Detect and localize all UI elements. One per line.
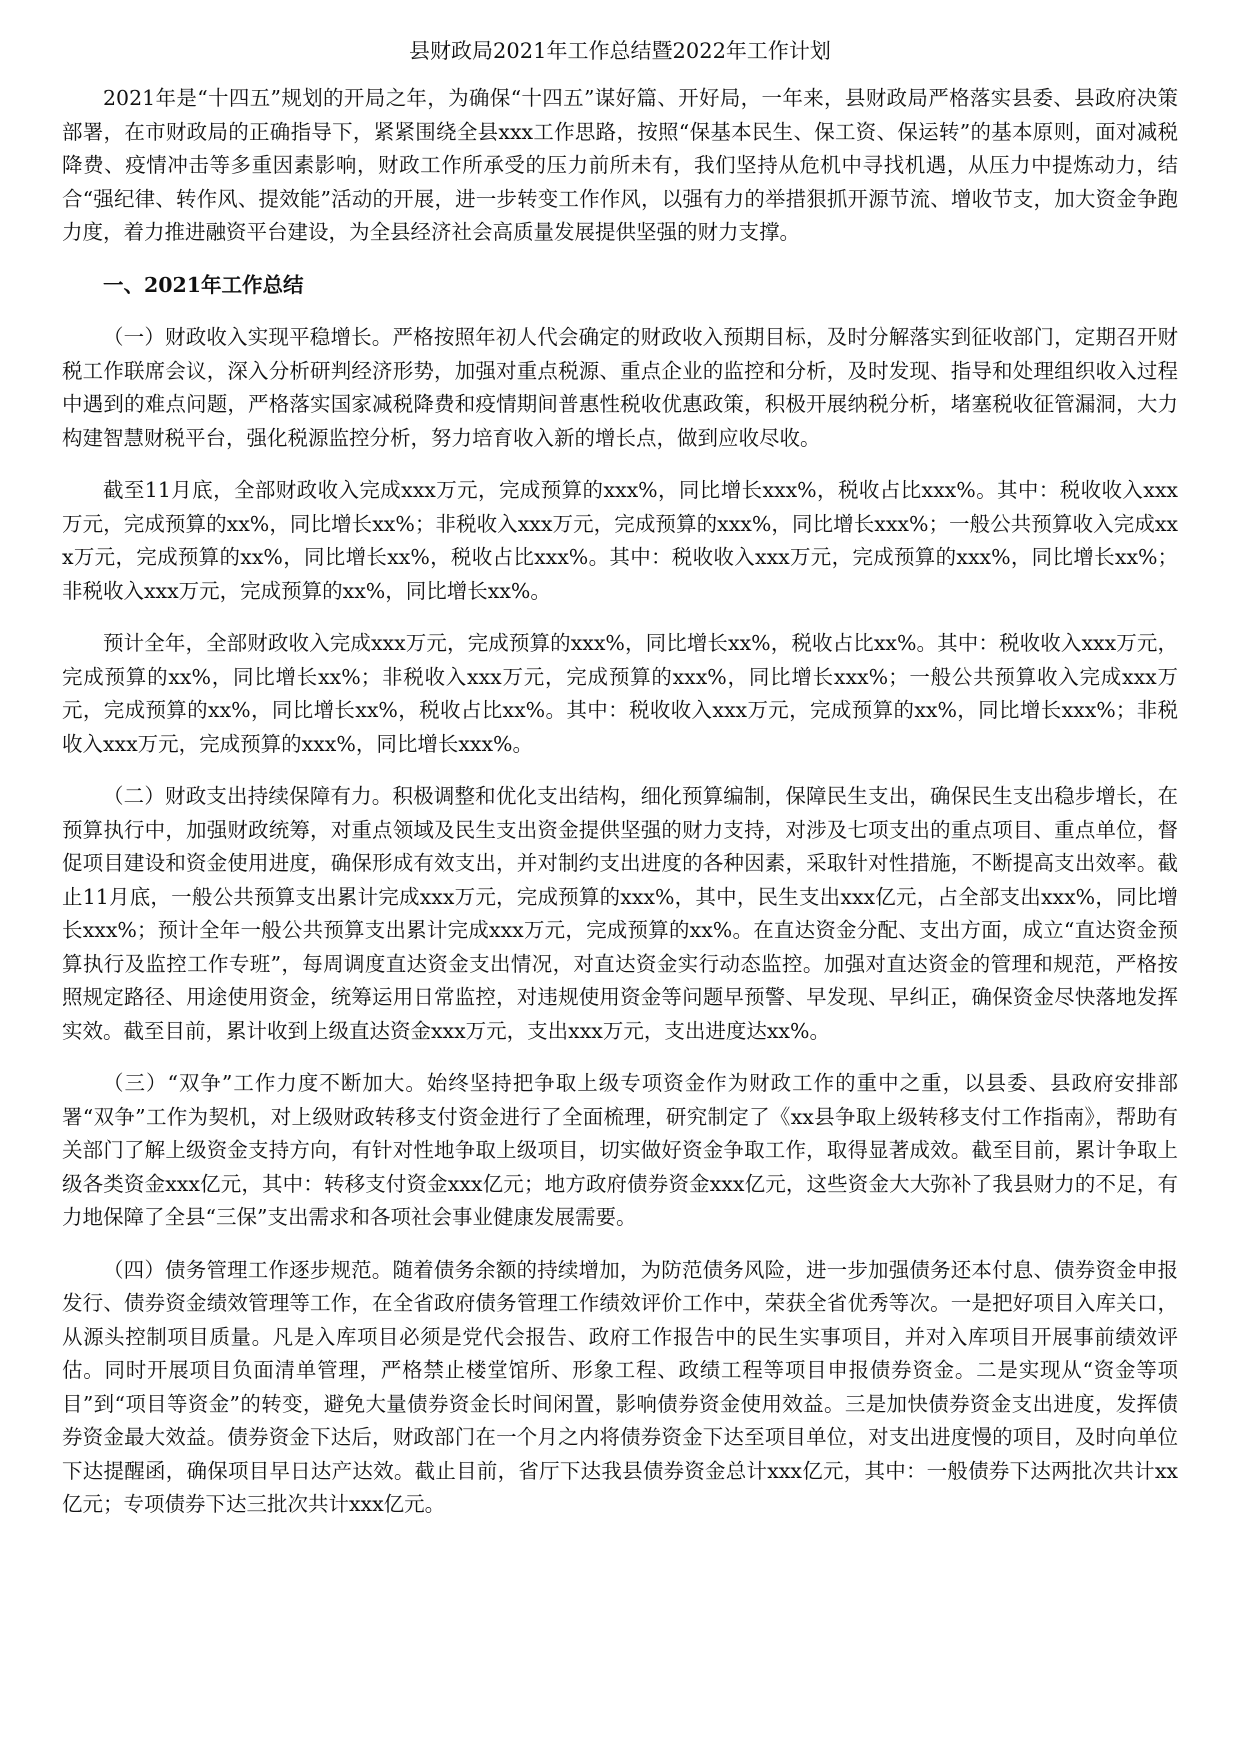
paragraph-expenditure: （二）财政支出持续保障有力。积极调整和优化支出结构，细化预算编制，保障民生支出，确保民生支出稳步增长，在预算执行中，加强财政统筹，对重点领域及民生支出资金提供坚强的财力支持，对涉及七项支出的重点项目、重点单位，督促项目建设和资金使用进度，确保形成有效支出，并对制约支出进度的各种因素，采取针对性措施，不断提高支出效率。截止11月底，一般公共预算支出累计完成xxx万元，完成预算的xxx%，其中，民生支出xxx亿元，占全部支出xxx%，同比增长xxx%；预计全年一般公共预算支出累计完成xxx万元，完成预算的xx%。在直达资金分配、支出方面，成立“直达资金预算执行及监控工作专班”，每周调度直达资金支出情况，对直达资金实行动态监控。加强对直达资金的管理和规范，严格按照规定路径、用途使用资金，统筹运用日常监控，对违规使用资金等问题早预警、早发现、早纠正，确保资金尽快落地发挥实效。截至目前，累计收到上级直达资金xxx万元，支出xxx万元，支出进度达xx%。 [62,784,1178,1043]
paragraph-debt-management: （四）债务管理工作逐步规范。随着债务余额的持续增加，为防范债务风险，进一步加强债务还本付息、债券资金申报发行、债券资金绩效管理等工作，在全省政府债务管理工作绩效评价工作中，荣获全省优秀等次。一是把好项目入库关口，从源头控制项目质量。凡是入库项目必须是党代会报告、政府工作报告中的民生实事项目，并对入库项目开展事前绩效评估。同时开展项目负面清单管理，严格禁止楼堂馆所、形象工程、政绩工程等项目申报债券资金。二是实现从“资金等项目”到“项目等资金”的转变，避免大量债券资金长时间闲置，影响债券资金使用效益。三是加快债券资金支出进度，发挥债券资金最大效益。债券资金下达后，财政部门在一个月之内将债券资金下达至项目单位，对支出进度慢的项目，及时向单位下达提醒函，确保项目早日达产达效。截止目前，省厅下达我县债券资金总计xxx亿元，其中：一般债券下达两批次共计xx亿元；专项债券下达三批次共计xxx亿元。 [62,1257,1178,1516]
document-title: 县财政局2021年工作总结暨2022年工作计划 [409,39,831,63]
paragraph-funding-efforts: （三）“双争”工作力度不断加大。始终坚持把争取上级专项资金作为财政工作的重中之重，以县委、县政府安排部署“双争”工作为契机，对上级财政转移支付资金进行了全面梳理，研究制定了《xx县争取上级转移支付工作指南》，帮助有关部门了解上级资金支持方向，有针对性地争取上级项目，切实做好资金争取工作，取得显著成效。截至目前，累计争取上级各类资金xxx亿元，其中：转移支付资金xxx亿元；地方政府债券资金xxx亿元，这些资金大大弥补了我县财力的不足，有力地保障了全县“三保”支出需求和各项社会事业健康发展需要。 [62,1071,1178,1229]
paragraph-revenue-november: 截至11月底，全部财政收入完成xxx万元，完成预算的xxx%，同比增长xxx%，税收占比xxx%。其中：税收收入xxx万元，完成预算的xx%，同比增长xx%；非税收入xxx万元，完成预算的xxx%，同比增长xxx%；一般公共预算收入完成xxx万元，完成预算的xx%，同比增长xx%，税收占比xxx%。其中：税收收入xxx万元，完成预算的xxx%，同比增长xx%；非税收入xxx万元，完成预算的xx%，同比增长xx%。 [62,478,1178,603]
paragraph-revenue-forecast: 预计全年，全部财政收入完成xxx万元，完成预算的xxx%，同比增长xx%，税收占比xx%。其中：税收收入xxx万元，完成预算的xx%，同比增长xx%；非税收入xxx万元，完成预算的xxx%，同比增长xxx%；一般公共预算收入完成xxx万元，完成预算的xx%，同比增长xx%，税收占比xx%。其中：税收收入xxx万元，完成预算的xx%，同比增长xxx%；非税收入xxx万元，完成预算的xxx%，同比增长xxx%。 [62,631,1178,756]
paragraph-revenue-growth: （一）财政收入实现平稳增长。严格按照年初人代会确定的财政收入预期目标，及时分解落实到征收部门，定期召开财税工作联席会议，深入分析研判经济形势，加强对重点税源、重点企业的监控和分析，及时发现、指导和处理组织收入过程中遇到的难点问题，严格落实国家减税降费和疫情期间普惠性税收优惠政策，积极开展纳税分析，堵塞税收征管漏洞，大力构建智慧财税平台，强化税源监控分析，努力培育收入新的增长点，做到应收尽收。 [62,325,1178,450]
section-heading-2021-summary: 一、2021年工作总结 [103,272,304,297]
intro-paragraph: 2021年是“十四五”规划的开局之年，为确保“十四五”谋好篇、开好局，一年来，县财政局严格落实县委、县政府决策部署，在市财政局的正确指导下，紧紧围绕全县xxx工作思路，按照“保基本民生、保工资、保运转”的基本原则，面对减税降费、疫情冲击等多重因素影响，财政工作所承受的压力前所未有，我们坚持从危机中寻找机遇，从压力中提炼动力，结合“强纪律、转作风、提效能”活动的开展，进一步转变工作作风，以强有力的举措狠抓开源节流、增收节支，加大资金争跑力度，着力推进融资平台建设，为全县经济社会高质量发展提供坚强的财力支撑。 [62,86,1178,244]
